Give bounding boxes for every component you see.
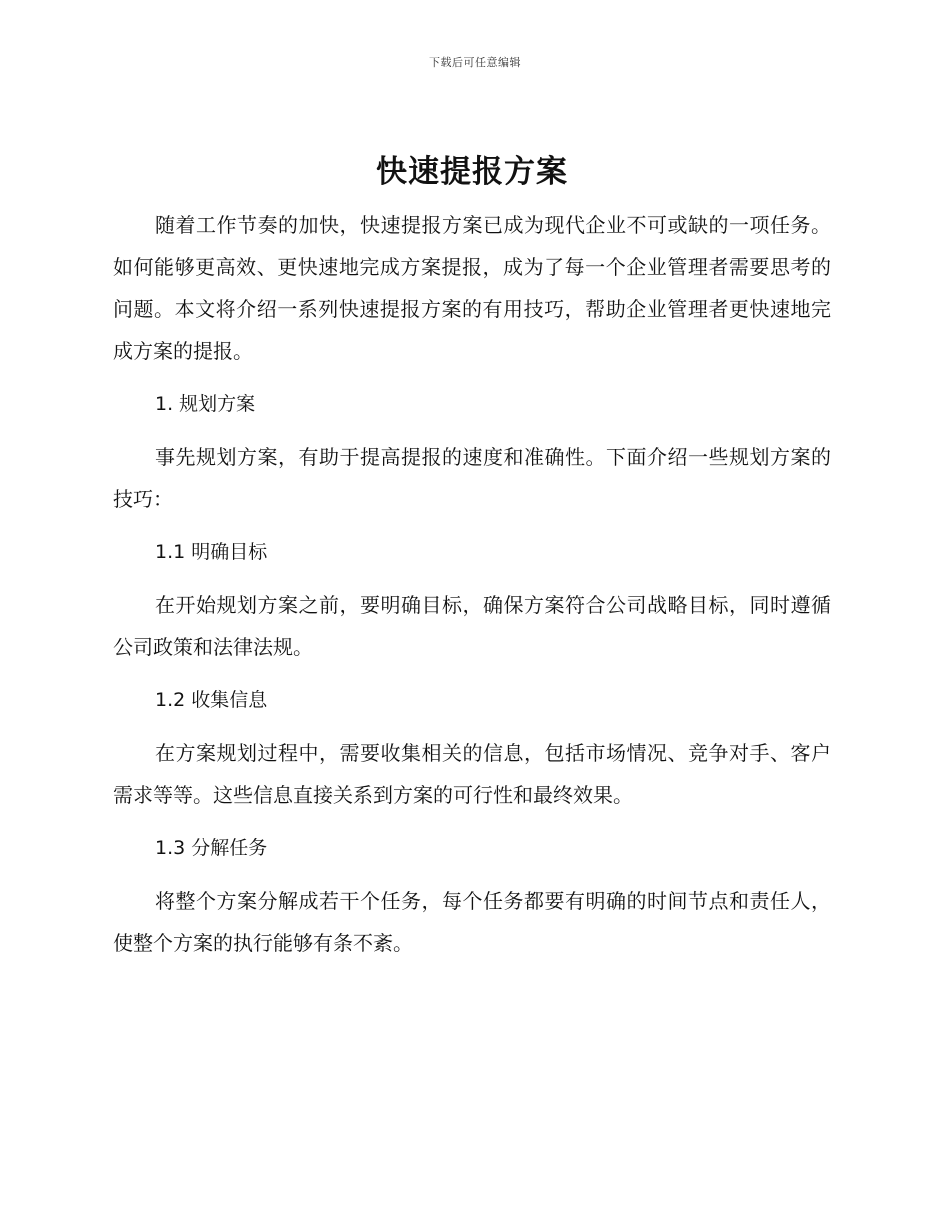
section-paragraph: 在开始规划方案之前，要明确目标，确保方案符合公司战略目标，同时遵循公司政策和法律法规。 <box>113 593 831 659</box>
section-heading: 1.1 明确目标 <box>155 541 268 563</box>
section-paragraph: 将整个方案分解成若干个任务，每个任务都要有明确的时间节点和责任人，使整个方案的执行能够有条不紊。 <box>113 889 831 955</box>
header-note: 下载后可任意编辑 <box>429 56 521 69</box>
section-paragraph: 在方案规划过程中，需要收集相关的信息，包括市场情况、竞争对手、客户需求等等。这些信息直接关系到方案的可行性和最终效果。 <box>113 741 831 807</box>
section-1-2 <box>113 679 831 816</box>
intro-paragraph: 随着工作节奏的加快，快速提报方案已成为现代企业不可或缺的一项任务。如何能够更高效、更快速地完成方案提报，成为了每一个企业管理者需要思考的问题。本文将介绍一系列快速提报方案的有用技巧，帮助企业管理者更快速地完成方案的提报。 <box>113 213 831 363</box>
section-1-1 <box>113 531 831 668</box>
section-paragraph: 事先规划方案，有助于提高提报的速度和准确性。下面介绍一些规划方案的技巧： <box>113 445 831 511</box>
document-title: 快速提报方案 <box>376 154 568 190</box>
section-1 <box>113 383 831 520</box>
section-heading: 1. 规划方案 <box>155 393 256 415</box>
document-body <box>113 150 831 964</box>
section-heading: 1.3 分解任务 <box>155 837 268 859</box>
section-1-3 <box>113 827 831 964</box>
section-heading: 1.2 收集信息 <box>155 689 268 711</box>
